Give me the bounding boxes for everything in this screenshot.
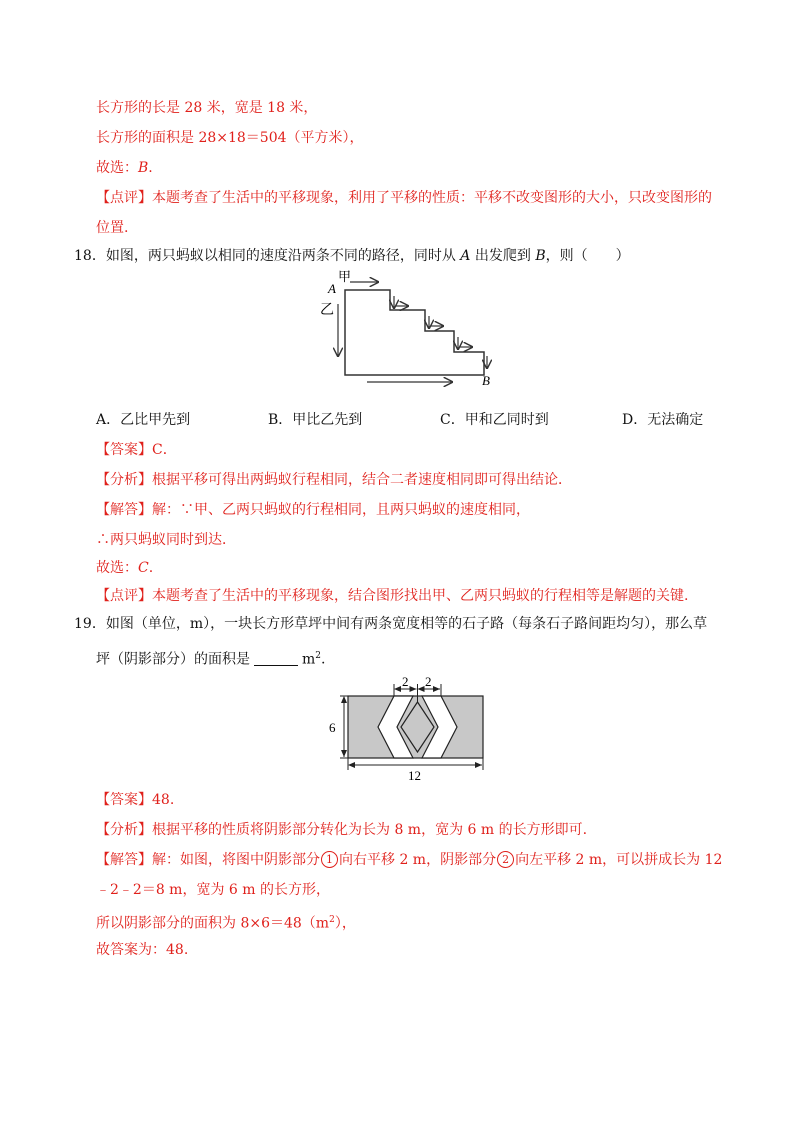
select-suffix: .: [148, 160, 153, 176]
unit-exponent: 2: [329, 915, 335, 925]
stem-text: 出发爬到: [470, 248, 536, 264]
q19-answer: [96, 790, 174, 810]
q18-solution: [96, 500, 530, 520]
dim-label: 2: [402, 674, 409, 689]
q17-text-line1: 长方形的长是 28 米，宽是 18 米，: [96, 100, 318, 116]
option-text: 乙比甲先到: [120, 412, 191, 428]
option-key: A．: [96, 412, 121, 428]
answer-tag: 【答案】: [96, 442, 152, 458]
solution-text: 所以阴影部分的面积为 8×6＝48（m: [96, 915, 330, 932]
solution-text: 向左平移 2 m，可以拼成长为 12: [515, 852, 723, 868]
label-b: B: [482, 373, 490, 388]
select-prefix: 故选：: [96, 560, 138, 576]
comment-text: 本题考查了生活中的平移现象，利用了平移的性质：平移不改变图形的大小，只改变图形的: [152, 190, 712, 206]
q17-text-line2: 长方形的面积是 28×18＝504（平方米），: [96, 130, 364, 146]
q19-solution-line3: [96, 910, 356, 934]
unit: m: [302, 651, 316, 668]
solution-text: 向右平移 2 m，阴影部分: [339, 852, 497, 868]
label-jia: 甲: [338, 269, 352, 284]
option-key: B．: [268, 412, 293, 428]
q19-final-answer: 故答案为：48.: [96, 942, 189, 958]
q19-solution: [96, 850, 722, 870]
analysis-text: 根据平移可得出两蚂蚁行程相同，结合二者速度相同即可得出结论．: [152, 472, 572, 488]
option-text: 甲和乙同时到: [464, 412, 549, 428]
select-suffix: .: [148, 560, 154, 576]
solution-tag: 【解答】: [96, 502, 152, 518]
circled-number-1: 1: [321, 851, 338, 868]
answer-blank: [254, 651, 298, 666]
q17-select: [96, 158, 153, 178]
path-outline: [345, 290, 484, 375]
stem-text: 如图，两只蚂蚁以相同的速度沿两条不同的路径，同时从: [105, 248, 461, 264]
dim-label: 12: [408, 768, 421, 783]
dim-label: 2: [425, 674, 432, 689]
q18-option-b: [268, 410, 362, 430]
answer-tag: 【答案】: [96, 792, 152, 808]
point-a-label: A: [460, 248, 471, 264]
question-number: 19．: [74, 616, 106, 632]
q17-comment: [96, 188, 712, 208]
select-choice: B: [138, 160, 149, 176]
q18-solution-line2: ∴两只蚂蚁同时到达．: [96, 532, 236, 548]
q19-stem-line2: [96, 646, 325, 670]
comment-tag: 【点评】: [96, 190, 152, 206]
dim-label: 6: [329, 720, 336, 735]
comment-text: 本题考查了生活中的平移现象，结合图形找出甲、乙两只蚂蚁的行程相等是解题的关键.: [152, 588, 689, 604]
q18-option-c: [440, 410, 549, 430]
answer-value: C．: [152, 442, 177, 458]
comment-tag: 【点评】: [96, 588, 152, 604]
analysis-text: 根据平移的性质将阴影部分转化为长为 8 m，宽为 6 m 的长方形即可.: [152, 822, 588, 838]
q18-option-a: [96, 410, 190, 430]
q18-ant-path-figure: [312, 268, 502, 388]
q18-analysis: [96, 470, 572, 490]
option-text: 甲比乙先到: [292, 412, 363, 428]
select-prefix: 故选：: [96, 160, 138, 176]
unit-exponent: 2: [315, 651, 322, 661]
analysis-tag: 【分析】: [96, 472, 152, 488]
label-a: A: [328, 281, 336, 296]
answer-value: 48.: [152, 792, 175, 808]
q18-select: [96, 558, 153, 578]
q18-option-d: [622, 410, 703, 430]
q18-comment: [96, 586, 688, 606]
solution-text: ），: [334, 915, 356, 932]
option-key: C．: [440, 412, 465, 428]
stem-text: .: [321, 651, 326, 668]
analysis-tag: 【分析】: [96, 822, 152, 838]
q19-analysis: [96, 820, 587, 840]
q19-stem: [74, 614, 707, 634]
option-key: D．: [622, 412, 648, 428]
label-yi: 乙: [320, 303, 334, 318]
q19-lawn-figure: [326, 672, 492, 784]
q17-comment-line2: 位置.: [96, 220, 129, 236]
option-text: 无法确定: [647, 412, 704, 428]
solution-tag: 【解答】: [96, 852, 152, 868]
stem-text: 坪（阴影部分）的面积是: [96, 651, 250, 668]
select-choice: C: [138, 560, 149, 576]
solution-text: 解：如图，将图中阴影部分: [152, 852, 320, 868]
question-number: 18．: [74, 248, 106, 264]
q18-stem: [74, 246, 630, 266]
point-b-label: B: [535, 248, 546, 264]
q18-answer: [96, 440, 177, 460]
stem-text: 如图（单位，m），一块长方形草坪中间有两条宽度相等的石子路（每条石子路间距均匀），那么草: [105, 616, 708, 632]
circled-number-2: 2: [497, 851, 514, 868]
q19-solution-line2: ﹣2﹣2＝8 m，宽为 6 m 的长方形，: [96, 882, 330, 898]
solution-text: 解：∵甲、乙两只蚂蚁的行程相同，且两只蚂蚁的速度相同，: [152, 502, 530, 518]
stem-text: ，则（ ）: [545, 248, 630, 264]
